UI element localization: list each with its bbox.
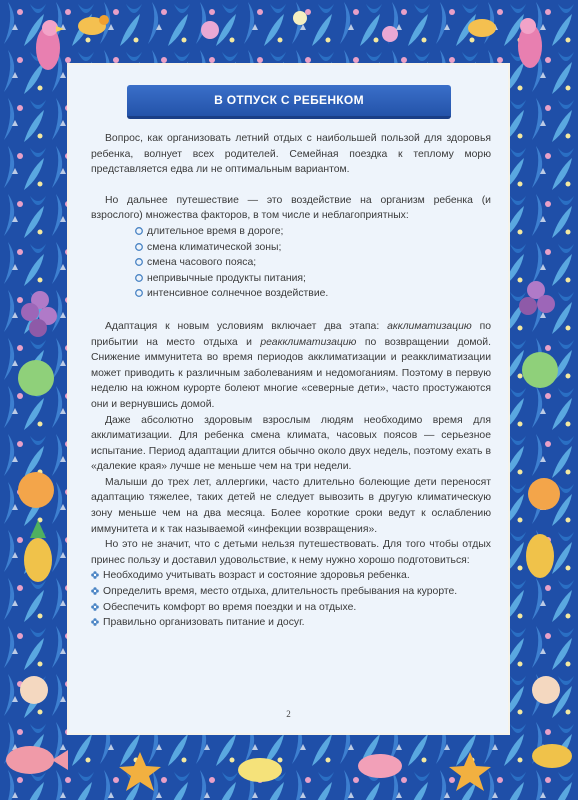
intro-paragraph: Вопрос, как организовать летний отдых с наибольшей пользой для здоровья ребенка, волнует всех родителей. Семейная поездка к теплому морю представляется едва ли не оптимальным вариантом.	[91, 133, 491, 176]
bird-icon	[468, 19, 496, 37]
flower-bullet-icon	[135, 289, 143, 297]
factors-list	[91, 224, 491, 302]
acclimatization-paragraph: Даже абсолютно здоровым взрослым людям необходимо время для акклиматизации. Для ребенка смена климата, часовых поясов — серьезное испытание. Период адаптации длится обычно около двух недель, поэтому ехать в «далекие края» лучше не меньше чем на три недели.	[91, 414, 491, 473]
list-item: интенсивное солнечное воздействие.	[135, 286, 491, 302]
flower-bullet-icon	[135, 227, 143, 235]
list-item: длительное время в дороге;	[135, 224, 491, 240]
list-item: смена климатической зоны;	[135, 240, 491, 256]
tips-list	[91, 568, 491, 630]
list-item: Правильно организовать питание и досуг.	[91, 615, 491, 631]
list-item: смена часового пояса;	[135, 255, 491, 271]
preparation-paragraph: Но это не значит, что с детьми нельзя путешествовать. Для того чтобы отдых принес пользу и доставил удовольствие, к нему нужно хорошо подготовиться:	[91, 539, 491, 566]
flower-bullet-icon	[91, 571, 99, 579]
list-item: Обеспечить комфорт во время поездки и на отдыхе.	[91, 600, 491, 616]
risk-groups-paragraph: Малыши до трех лет, аллергики, часто длительно болеющие дети переносят адаптацию тяжелее, таких детей не следует вывозить в другую климатическую зону меньше чем на два месяца. Более короткие сроки ведут к ослаблению иммунитета и к так называемой «инфекции возвращения».	[91, 476, 491, 535]
flower-bullet-icon	[91, 603, 99, 611]
flower-bullet-icon	[135, 243, 143, 251]
content-page	[67, 63, 510, 735]
page-number: 2	[286, 709, 291, 719]
list-item: Необходимо учитывать возраст и состояние здоровья ребенка.	[91, 568, 491, 584]
flower-bullet-icon	[91, 618, 99, 626]
adaptation-paragraph: Адаптация к новым условиям включает два этапа: акклиматизацию по прибытии на место отдыха и реакклиматизацию по возвращении домой. Снижение иммунитета во время периодов акклиматизации и реакклиматизации может приводить к различным заболеваниям и недомоганиям. Поэтому в первую неделю на южном курорте болеют многие «северные дети», часто простужаются они и вернувшись домой.	[91, 320, 491, 410]
flower-bullet-icon	[135, 274, 143, 282]
flower-bullet-icon	[135, 258, 143, 266]
list-item: непривычные продукты питания;	[135, 271, 491, 287]
list-item: Определить время, место отдыха, длительность пребывания на курорте.	[91, 584, 491, 600]
flower-bullet-icon	[91, 587, 99, 595]
page-title: В ОТПУСК С РЕБЕНКОМ	[127, 85, 451, 119]
article-body	[91, 131, 491, 631]
factors-intro-paragraph: Но дальнее путешествие — это воздействие на организм ребенка (и взрослого) множества факторов, в том числе и неблагоприятных:	[91, 194, 491, 222]
